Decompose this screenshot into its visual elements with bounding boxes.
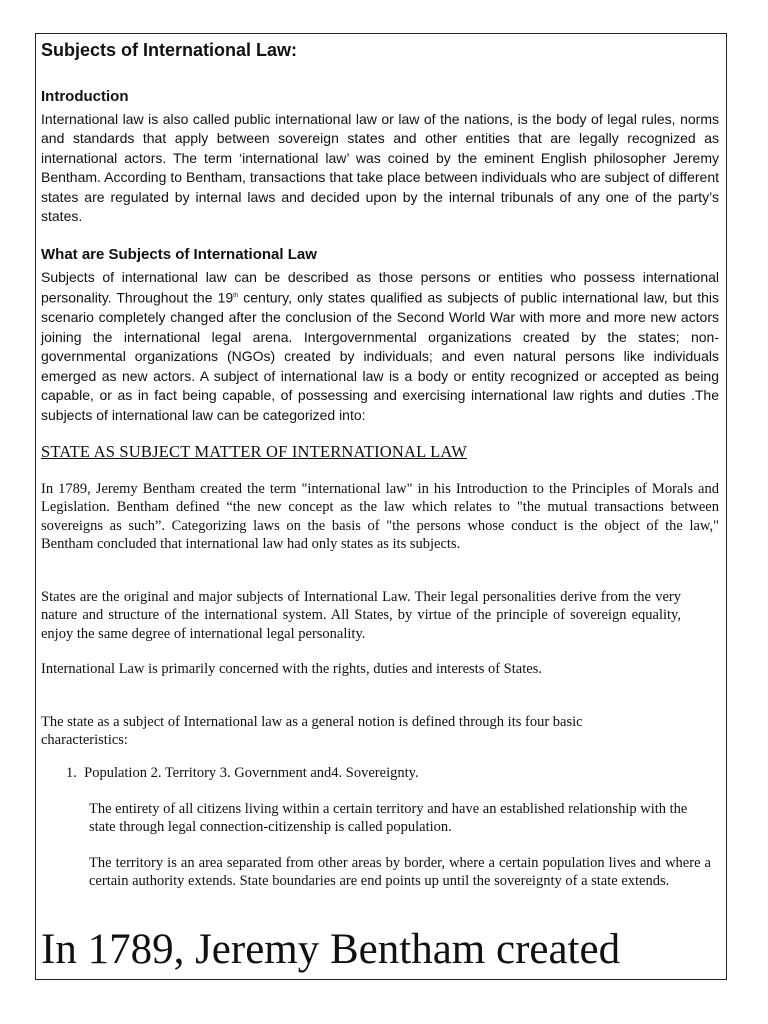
subjects-text-part2: century, only states qualified as subjects of public international law, but this scenario completely changed after the conclusion of the Second World War with more and more new actors joining the international legal arena. Intergovernmental organizations created by the states; non-governmental organizations (NGOs) created by individuals; and even natural persons like individuals emerged as new actors. A subject of international law is a body or entity recognized or accepted as being capable, or as in fact being capable, of possessing and exercising international law rights and duties .The subjects of international law can be categorized into: xyxy=(41,290,719,423)
large-text-line: In 1789, Jeremy Bentham created xyxy=(41,926,621,973)
territory-paragraph: The territory is an area separated from other areas by border, where a certain population lives and where a certain authority extends. State boundaries are end points up until the sovereignty of a state extends. xyxy=(89,855,711,890)
population-paragraph: The entirety of all citizens living within a certain territory and have an established relationship with the state through legal connection-citizenship is called population. xyxy=(89,801,688,836)
rights-duties-paragraph: International Law is primarily concerned with the rights, duties and interests of States. xyxy=(41,661,542,677)
list-number: 1. xyxy=(66,765,77,781)
subjects-paragraph xyxy=(41,268,719,425)
characteristics-list xyxy=(66,765,419,782)
subjects-heading: What are Subjects of International Law xyxy=(41,246,317,263)
document-title: Subjects of International Law: xyxy=(41,40,298,60)
superscript-th: th xyxy=(233,293,239,300)
bentham-paragraph: In 1789, Jeremy Bentham created the term "international law" in his Introduction to the Principles of Morals and Legislation. Bentham defined “the new concept as the law which relates to "the mutual transactions between sovereigns as such”. Categorizing laws on the basis of "the persons whose conduct is the object of the law," Bentham concluded that international law had only states as its subjects. xyxy=(41,481,719,553)
intro-heading: Introduction xyxy=(41,88,129,105)
intro-paragraph: International law is also called public international law or law of the nations, is the body of legal rules, norms and standards that apply between sovereign states and other entities that are legally recognized as international actors. The term ‘international law’ was coined by the eminent English philosopher Jeremy Bentham. According to Bentham, transactions that take place between individuals who are subject of different states are regulated by internal laws and decided upon by the internal tribunals of any one of the party’s states. xyxy=(41,111,719,225)
state-section-heading: STATE AS SUBJECT MATTER OF INTERNATIONAL LAW xyxy=(41,442,467,461)
states-original-paragraph: States are the original and major subjects of International Law. Their legal personalities derive from the very nature and structure of the international system. All States, by virtue of the principle of sovereign equality, enjoy the same degree of international legal personality. xyxy=(41,589,681,642)
characteristics-paragraph: The state as a subject of International law as a general notion is defined through its four basic characteristics: xyxy=(41,714,583,749)
subjects-text-part1: Subjects of international law can be described as those persons or entities who possess international personality. Throughout the 19 xyxy=(41,269,719,307)
list-item-text: Population 2. Territory 3. Government and4. Sovereignty. xyxy=(84,765,419,781)
